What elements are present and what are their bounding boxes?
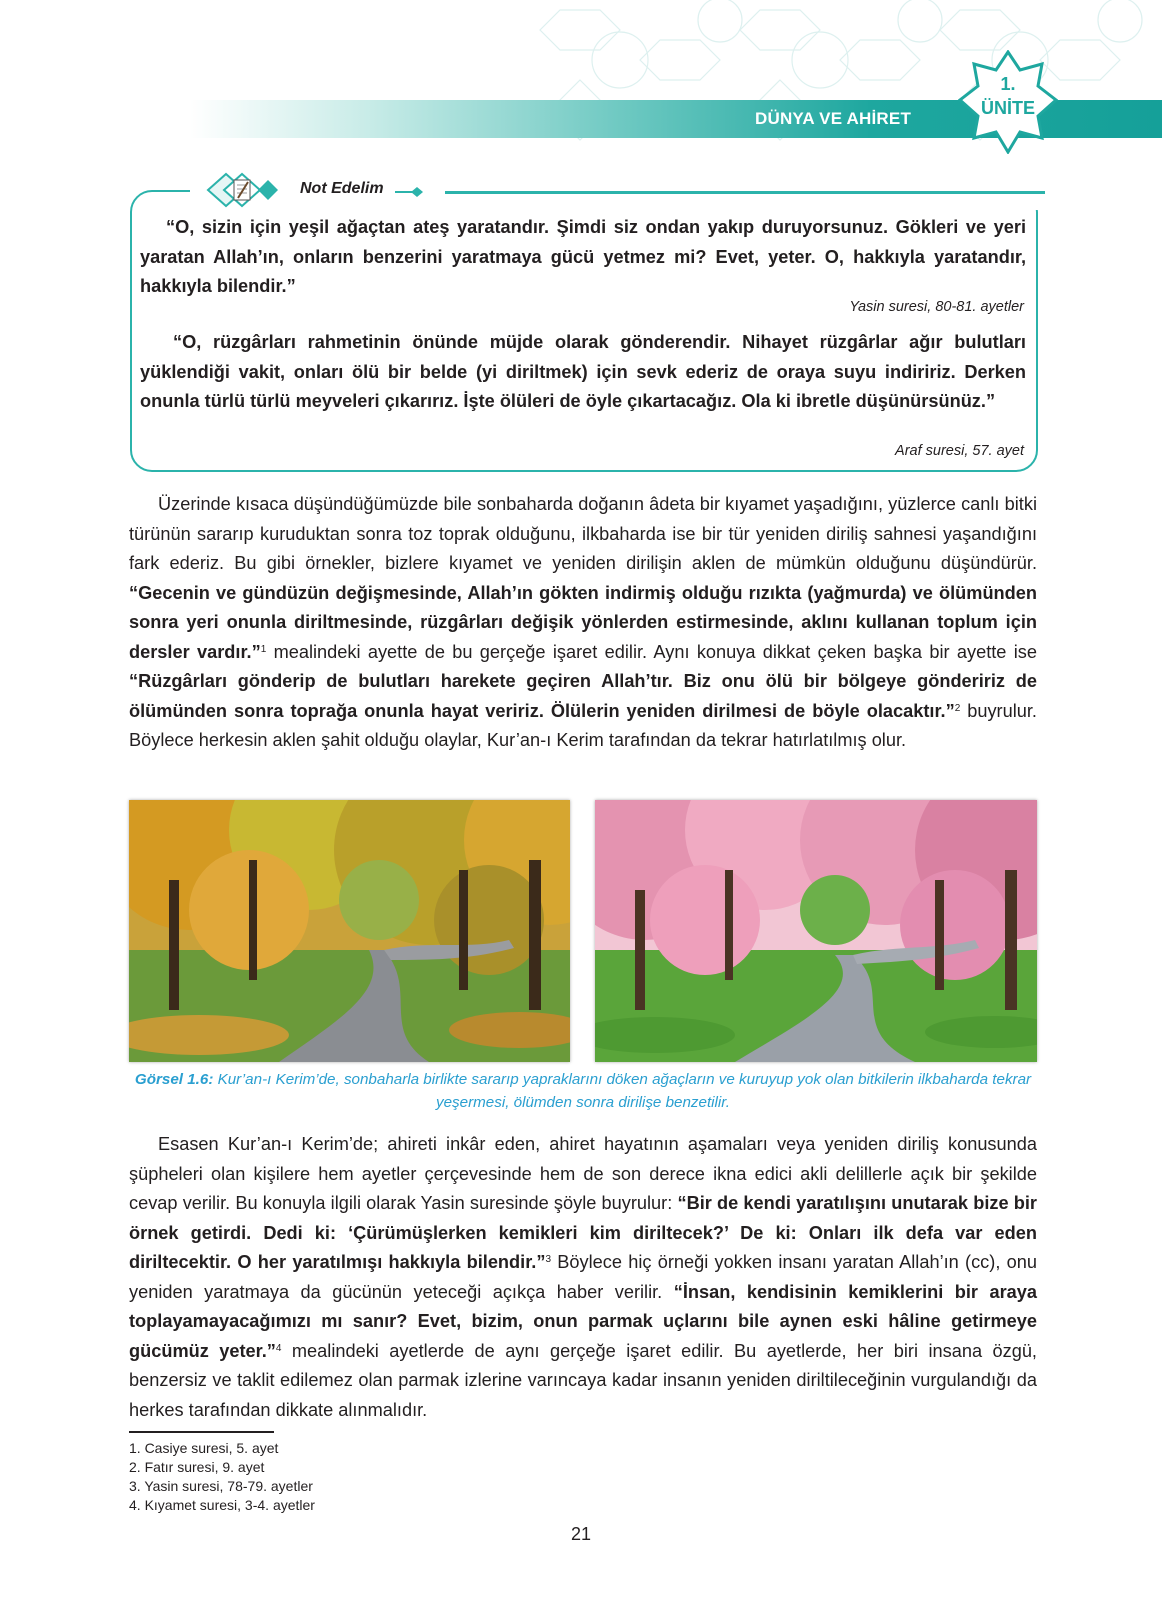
- page-number: 21: [570, 1524, 592, 1544]
- note-tail-icon: [395, 186, 425, 198]
- note-top-line: [445, 191, 1045, 194]
- quote-yasin: “O, sizin için yeşil ağaçtan ateş yaratandır. Şimdi siz ondan yakıp duruyorsunuz. Gökleri ve yeri yaratan Allah’ın, onların benzerini yaratmaya gücü yetmez mi? Evet, yeter. O, hakkıyla yaratandır, hakkıyla bilendir.”: [140, 217, 1026, 297]
- source-araf: Araf suresi, 57. ayet: [895, 443, 1024, 459]
- footnote-rule: [129, 1431, 274, 1433]
- photo-spring: [595, 800, 1037, 1062]
- footnote-ref-2: 2: [954, 702, 961, 714]
- footnote-ref-4: 4: [275, 1342, 282, 1354]
- autumn-trees-image: [129, 800, 570, 1062]
- photo-autumn: [129, 800, 570, 1062]
- footnote-ref-3: 3: [545, 1254, 551, 1265]
- ayet-quote-1: “Gecenin ve gündüzün değişmesinde, Allah’ın gökten indirmiş olduğu rızıkta (yağmurda) ve ölümünden sonra yeri onunla diriltmesinde, rüzgârları değişik yönlerden estirmesinde, aklını kullanan toplum için dersler vardır.”: [129, 582, 1037, 662]
- paragraph-1: Üzerinde kısaca düşündüğümüzde bile sonbaharda doğanın âdeta bir kıyamet yaşadığını, yüzlerce canlı bitki türünün sararıp kuruduktan sonra toz toprak olduğunu, ilkbaharda ise bir tür yeniden diriliş sahnesi yaşandığını fark ederiz. Bu gibi örnekler, bizlere kıyamet ve yeniden dirilişin aklen de mümkün olduğunu düşündürür. “Gecenin ve gündüzün değişmesinde, Allah’ın gökten indirmiş olduğu rızıkta (yağmurda) ve ölümünden sonra yeri onunla diriltmesinde, rüzgârları değişik yönlerden estirmesinde, aklını kullanan toplum için dersler vardır.”$^1$ mealindeki ayette de bu gerçeğe işaret edilir. Aynı konuya dikkat çeken başka bir ayette ise “Rüzgârları gönderip de bulutları harekete geçiren Allah’tır. Biz onu ölü bir bölgeye göndeririz de ölümünden sonra toprağa onunla hayat veririz. Ölülerin yeniden dirilmesi de böyle olacaktır.”$^2$ buyrulur. Böylece herkesin aklen şahit olduğu olaylar, Kur’an-ı Kerim tarafından da tekrar hatırlatılmış olur.: [129, 494, 1037, 750]
- unit-number: 1.: [1000, 74, 1016, 94]
- footnote-ref-1: 1: [260, 643, 267, 655]
- footnote-4: 4. Kıyamet suresi, 3-4. ayetler: [129, 1497, 315, 1513]
- ayet-quote-3: “Bir de kendi yaratılışını unutarak bize bir örnek getirdi. Dedi ki: ‘Çürümüşlerken kemikleri kim diriltecek?’ De ki: Onları ilk defa var eden diriltecektir. O her yaratılmışı hakkıyla bilendir.”: [129, 1193, 1037, 1272]
- header-pattern: [520, 0, 1162, 175]
- paragraph-2: Esasen Kur’an-ı Kerim’de; ahireti inkâr eden, ahiret hayatının aşamaları veya yeniden diriliş konusunda şüpheleri olan kişilere hem ayetler çerçevesinde hem de son derece ikna edici akli delillerle açık bir şekilde cevap verilir. Bu konuyla ilgili olarak Yasin suresinde şöyle buyrulur: “Bir de kendi yaratılışını unutarak bize bir örnek getirdi. Dedi ki: ‘Çürümüşlerken kemikleri kim diriltecek?’ De ki: Onları ilk defa var eden diriltecektir. O her yaratılmışı hakkıyla bilendir.”$^3$ Böylece hiç örneği yokken insanı yaratan Allah’ın (cc), onu yeniden yaratmaya da gücünün yeteceği açıkça haber verilir. “İnsan, kendisinin kemiklerini bir araya toplayamayacağımızı mı sanır? Evet, bizim, onun parmak uçlarını bile aynen eski hâline getirmeye gücümüz yeter.”$^4$ mealindeki ayetlerde de aynı gerçeğe işaret edilir. Bu ayetlerde, her biri insana özgü, benzersiz ve taklit edilemez olan parmak izlerine varıncaya kadar insanın yeniden diriltileceğinin vurgulandığı da herkes tarafından dikkate alınmalıdır.: [129, 1134, 1037, 1420]
- caption-text: Kur’an-ı Kerim’de, sonbaharla birlikte sararıp yapraklarını döken ağaçların ve kuruyup yok olan bitkilerin ilkbaharda tekrar yeşermesi, ölümden sonra dirilişe benzetilir.: [213, 1071, 1032, 1111]
- figure-caption: [129, 1068, 1037, 1114]
- caption-label: Görsel 1.6:: [134, 1071, 214, 1088]
- ayet-quote-2: “Rüzgârları gönderip de bulutları harekete geçiren Allah’tır. Biz onu ölü bir bölgeye göndeririz de ölümünden sonra toprağa onunla hayat veririz. Ölülerin yeniden dirilmesi de böyle olacaktır.”: [129, 671, 1037, 721]
- footnote-3: 3. Yasin suresi, 78-79. ayetler: [129, 1478, 313, 1494]
- unit-title: DÜNYA VE AHİRET: [755, 109, 912, 128]
- unit-word: ÜNİTE: [981, 98, 1035, 118]
- quote-araf: “O, rüzgârları rahmetinin önünde müjde olarak gönderendir. Nihayet rüzgârlar ağır bulutları yüklendiği vakit, onları ölü bir belde (yi diriltmek) için sevk ederiz de oraya suyu indiririz. Derken onunla türlü türlü meyveleri çıkarırız. İşte ölüleri de öyle çıkartacağız. Ola ki ibretle düşünürsünüz.”: [140, 332, 1026, 412]
- ayet-quote-4: “İnsan, kendisinin kemiklerini bir araya toplayamayacağımızı mı sanır? Evet, bizim, onun parmak uçlarını bile aynen eski hâline getirmeye gücümüz yeter.”: [129, 1281, 1037, 1361]
- notepad-icon: [204, 170, 284, 210]
- note-label: Not Edelim: [300, 180, 384, 197]
- footnote-1: 1. Casiye suresi, 5. ayet: [129, 1440, 279, 1456]
- spring-blossom-image: [595, 800, 1037, 1062]
- footnote-2: 2. Fatır suresi, 9. ayet: [129, 1459, 265, 1475]
- source-yasin: Yasin suresi, 80-81. ayetler: [849, 299, 1024, 315]
